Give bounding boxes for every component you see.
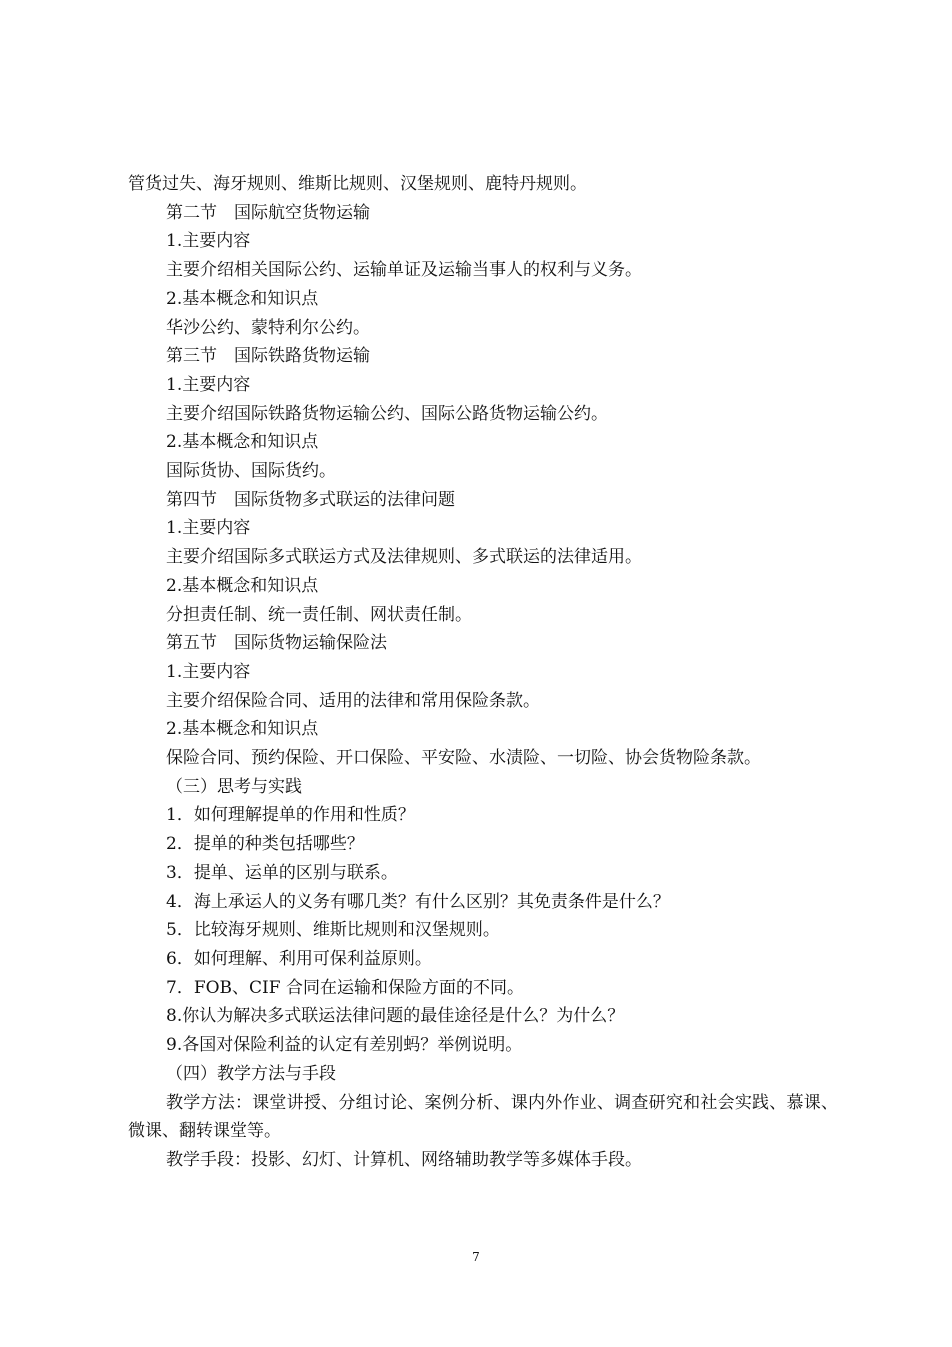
- section-heading-4: 第四节 国际货物多式联运的法律问题: [166, 489, 455, 510]
- question-item: 7．FOB、CIF 合同在运输和保险方面的不同。: [166, 977, 524, 998]
- question-item: 1．如何理解提单的作用和性质？: [166, 805, 415, 826]
- paragraph: 主要介绍国际多式联运方式及法律规则、多式联运的法律适用。: [166, 547, 642, 568]
- question-item: 5．比较海牙规则、维斯比规则和汉堡规则。: [166, 920, 500, 941]
- paragraph-teaching-methods: 教学方法：课堂讲授、分组讨论、案例分析、课内外作业、调查研究和社会实践、慕课、微课、翻转课堂等。: [128, 1092, 838, 1142]
- question-item: 3．提单、运单的区别与联系。: [166, 862, 398, 883]
- subheading-main-content: 1.主要内容: [166, 518, 251, 539]
- document-body: [128, 170, 838, 1175]
- paragraph-teaching-means: 教学手段：投影、幻灯、计算机、网络辅助教学等多媒体手段。: [166, 1149, 642, 1170]
- paragraph: 华沙公约、蒙特利尔公约。: [166, 317, 370, 338]
- question-item: 6．如何理解、利用可保利益原则。: [166, 948, 432, 969]
- section-heading-2: 第二节 国际航空货物运输: [166, 202, 370, 223]
- paragraph: 国际货协、国际货约。: [166, 461, 336, 482]
- subheading-main-content: 1.主要内容: [166, 374, 251, 395]
- paragraph-continuation: 管货过失、海牙规则、维斯比规则、汉堡规则、鹿特丹规则。: [128, 174, 587, 194]
- subheading-main-content: 1.主要内容: [166, 231, 251, 252]
- subsection-heading-practice: （三）思考与实践: [166, 776, 302, 797]
- page-number: 7: [472, 1250, 480, 1264]
- paragraph: 主要介绍国际铁路货物运输公约、国际公路货物运输公约。: [166, 403, 608, 424]
- paragraph: 主要介绍相关国际公约、运输单证及运输当事人的权利与义务。: [166, 260, 642, 281]
- section-heading-5: 第五节 国际货物运输保险法: [166, 633, 387, 654]
- subsection-heading-methods: （四）教学方法与手段: [166, 1063, 336, 1084]
- question-item: 2．提单的种类包括哪些？: [166, 834, 364, 855]
- paragraph: 分担责任制、统一责任制、网状责任制。: [166, 604, 472, 625]
- question-item: 4．海上承运人的义务有哪几类？有什么区别？其免责条件是什么？: [166, 891, 670, 912]
- question-item: 9.各国对保险利益的认定有差别蚂？举例说明。: [166, 1035, 523, 1056]
- subheading-key-concepts: 2.基本概念和知识点: [166, 288, 319, 309]
- subheading-key-concepts: 2.基本概念和知识点: [166, 575, 319, 596]
- paragraph: 主要介绍保险合同、适用的法律和常用保险条款。: [166, 690, 540, 711]
- paragraph: 保险合同、预约保险、开口保险、平安险、水渍险、一切险、协会货物险条款。: [166, 748, 761, 769]
- section-heading-3: 第三节 国际铁路货物运输: [166, 346, 370, 367]
- subheading-key-concepts: 2.基本概念和知识点: [166, 432, 319, 453]
- question-item: 8.你认为解决多式联运法律问题的最佳途径是什么？为什么？: [166, 1006, 625, 1027]
- subheading-main-content: 1.主要内容: [166, 661, 251, 682]
- subheading-key-concepts: 2.基本概念和知识点: [166, 719, 319, 740]
